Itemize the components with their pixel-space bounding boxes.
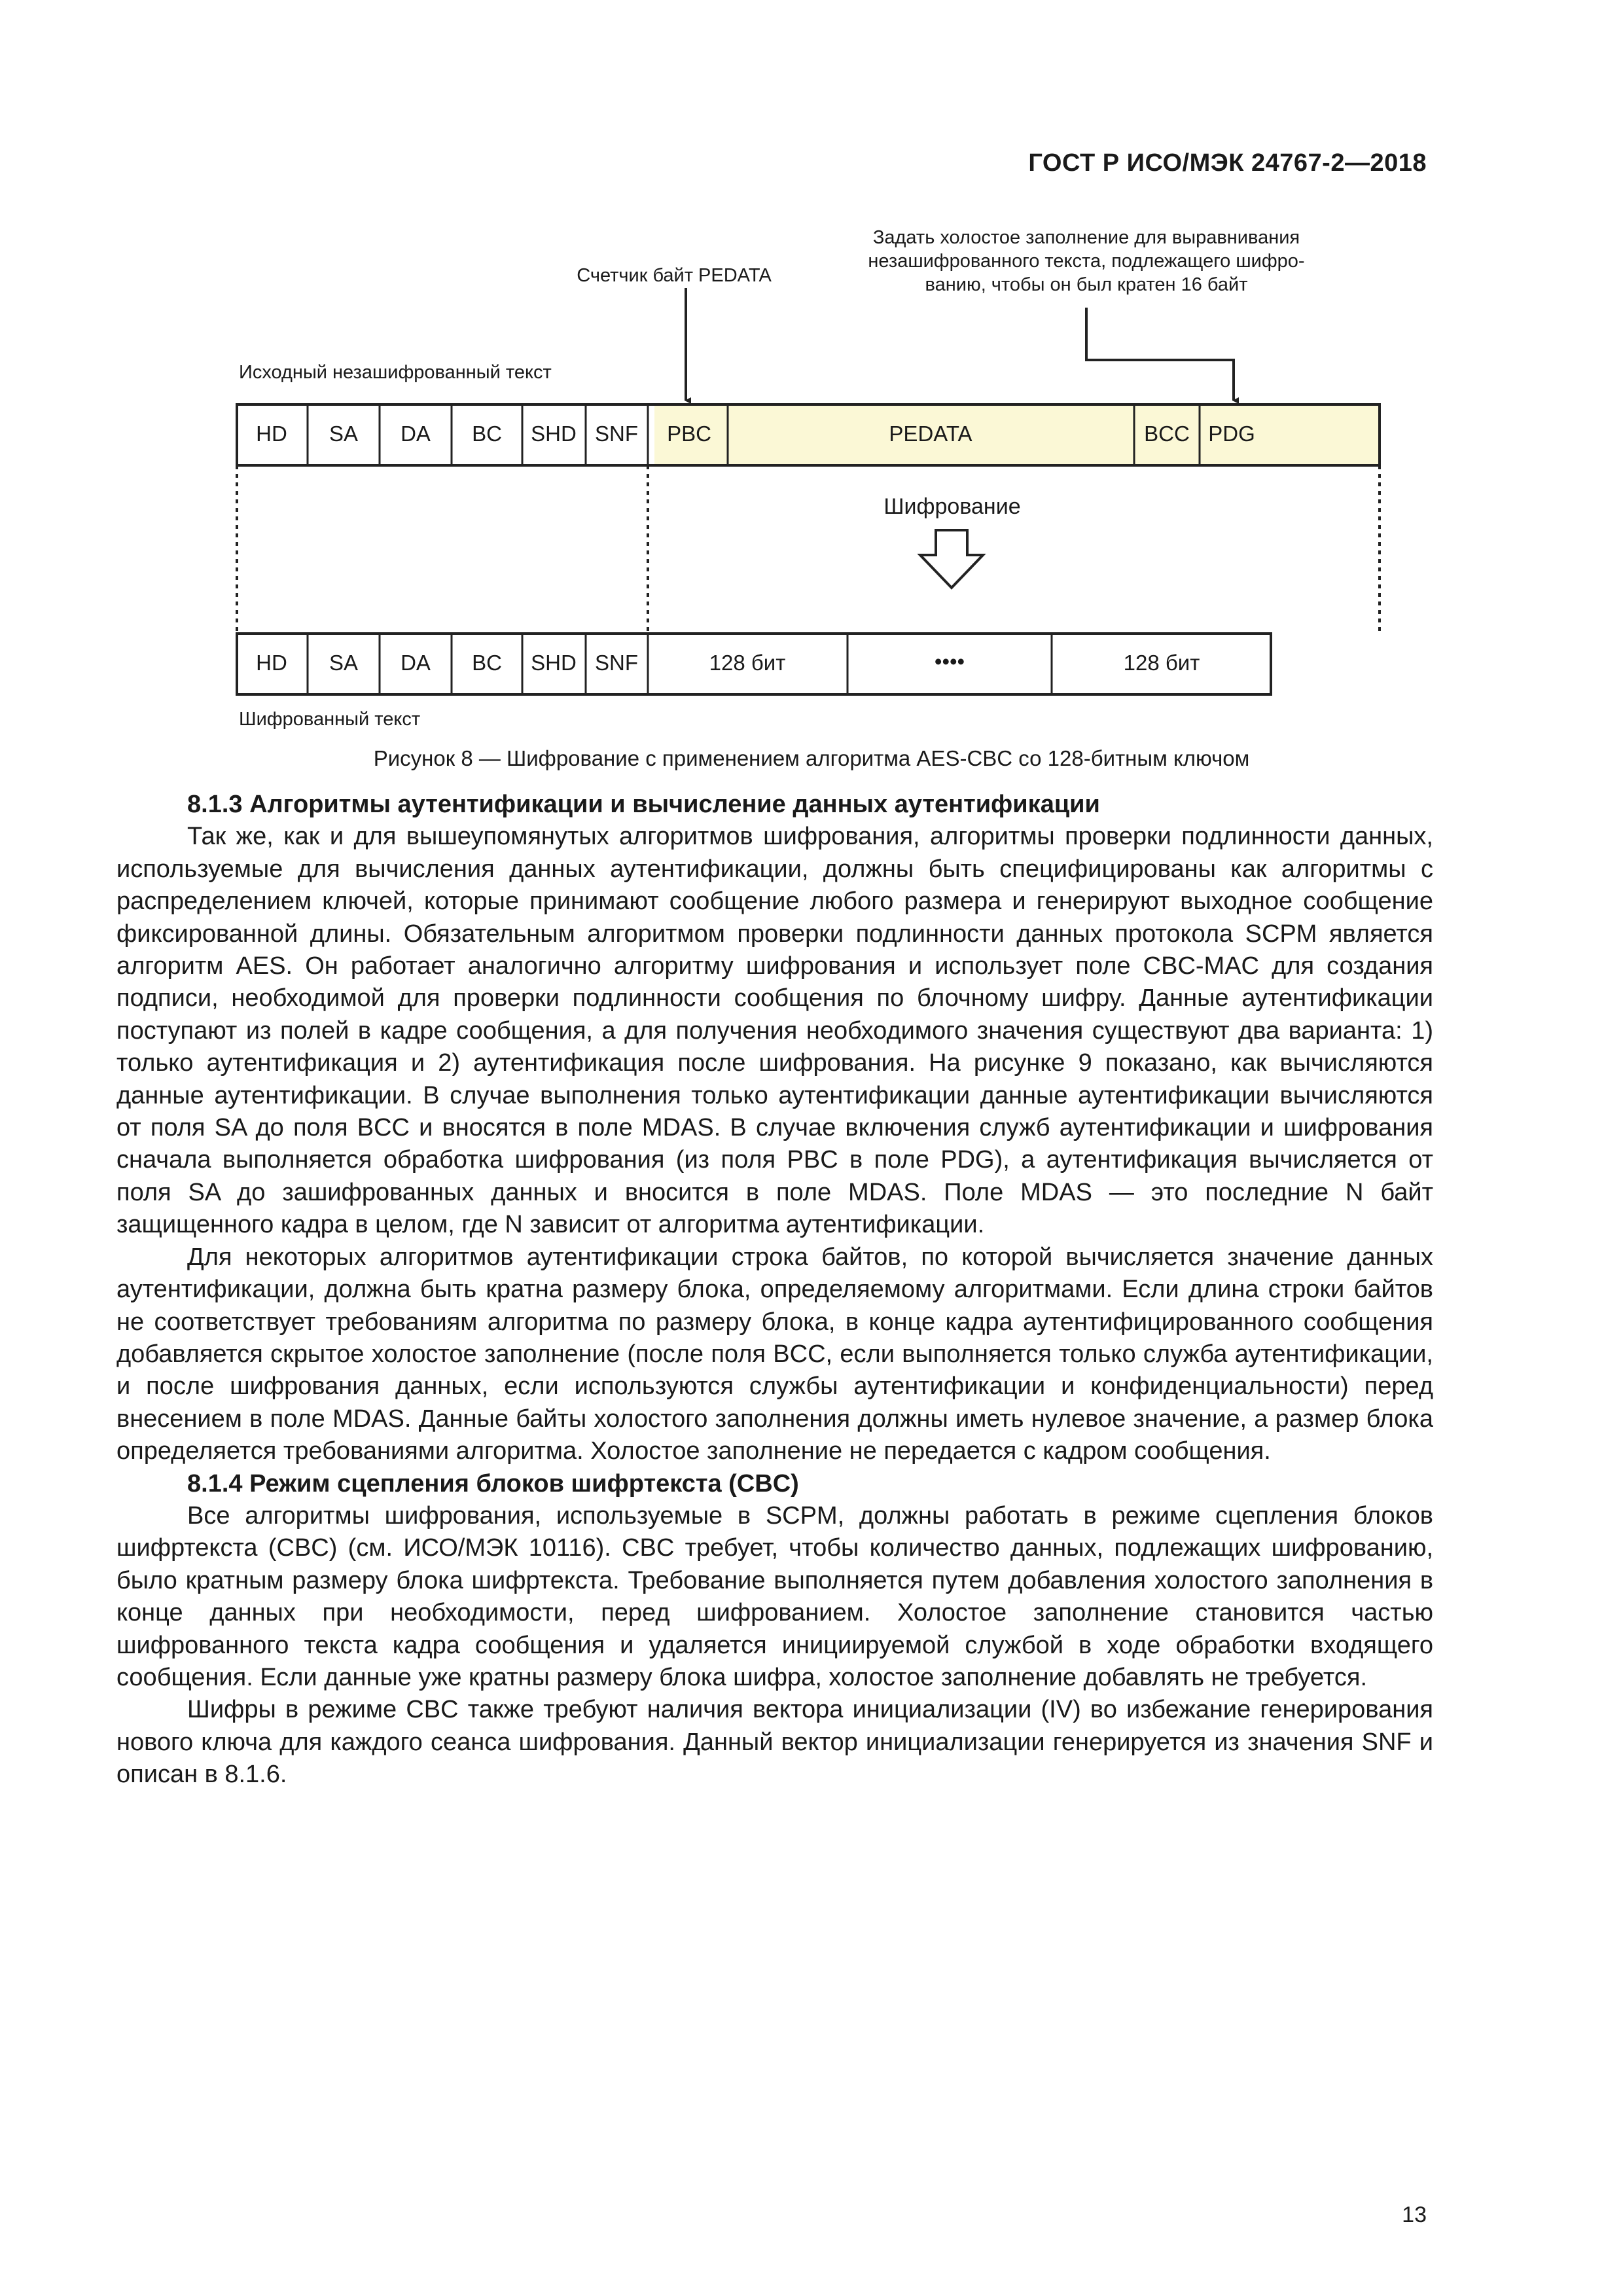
document-header: ГОСТ Р ИСО/МЭК 24767-2—2018 bbox=[1028, 149, 1427, 177]
cipher-field-hd: HD bbox=[256, 651, 287, 675]
cipher-block-last: 128 бит bbox=[1123, 651, 1200, 675]
field-pdg: PDG bbox=[1208, 422, 1255, 446]
field-pbc: PBC bbox=[667, 422, 711, 446]
label-padding-line-2: незашифрованного текста, подлежащего шифро- bbox=[868, 251, 1305, 272]
field-snf: SNF bbox=[595, 422, 638, 446]
encryption-label: Шифрование bbox=[883, 494, 1021, 519]
field-bcc: BCC bbox=[1144, 422, 1190, 446]
field-shd: SHD bbox=[531, 422, 577, 446]
cipher-field-snf: SNF bbox=[595, 651, 638, 675]
field-bc: BC bbox=[472, 422, 502, 446]
padding-arrow bbox=[1086, 308, 1234, 401]
paragraph: Шифры в режиме CBC также требуют наличия вектора инициализации (IV) во избежание генерирования нового ключа для каждого сеанса шифрования. Данный вектор инициализации генерируется из значения SNF и описан в 8.1.6. bbox=[116, 1696, 1433, 1789]
cipher-field-shd: SHD bbox=[531, 651, 577, 675]
cipher-block-ellipsis: •••• bbox=[934, 649, 965, 673]
paragraph: Так же, как и для вышеупомянутых алгоритмов шифрования, алгоритмы проверки подлинности данных, используемые для вычисления данных аутентификации, должны быть специфицированы как алгоритмы с распределением ключей, которые принимают сообщение любого размера и генерируют выходное сообщение фиксированной длины. Обязательным алгоритмом проверки подлинности данных протокола SCPM является алгоритм AES. Он работает аналогично алгоритму шифрования и использует поле CBC-MAC для создания подписи, необходимой для проверки подлинности сообщения по блочному шифру. Данные аутентификации поступают из полей в кадре сообщения, а для получения необходимого значения существуют два варианта: 1) только аутентификация и 2) аутентификация после шифрования. На рисунке 9 показано, как вычисляются данные аутентификации. В случае выполнения только аутентификации данные аутентификации вычисляются от поля SA до поля BCC и вносятся в поле MDAS. В случае включения служб аутентификации и шифрования сначала выполняется обработка шифрования (из поля PBC в поле PDG), а аутентификация вычисляется от поля SA до зашифрованных данных и вносится в поле MDAS. Поле MDAS — это последние N байт защищенного кадра в целом, где N зависит от алгоритма аутентификации. bbox=[116, 823, 1433, 1239]
page-number: 13 bbox=[1402, 2202, 1427, 2227]
paragraph: Все алгоритмы шифрования, используемые в SCPM, должны работать в режиме сцепления блоков шифртекста (CBC) (см. ИСО/МЭК 10116). CBC требует, чтобы количество данных, подлежащих шифрованию, было кратным размеру блока шифртекста. Требование выполняется путем добавления холостого заполнения в конце данных при необходимости, перед шифрованием. Холостое заполнение становится частью шифрованного текста кадра сообщения и удаляется инициируемой службой в ходе обработки входящего сообщения. Если данные уже кратны размеру блока шифра, холостое заполнение добавлять не требуется. bbox=[116, 1501, 1433, 1691]
cipher-field-bc: BC bbox=[472, 651, 502, 675]
hollow-down-arrow-icon bbox=[920, 530, 983, 588]
cipher-field-da: DA bbox=[401, 651, 431, 675]
document-body bbox=[116, 789, 1433, 1791]
section-heading-8-1-3: 8.1.3 Алгоритмы аутентификации и вычисление данных аутентификации bbox=[187, 791, 1100, 818]
section-heading-8-1-4: 8.1.4 Режим сцепления блоков шифртекста (CBC) bbox=[187, 1469, 799, 1498]
field-pedata: PEDATA bbox=[889, 422, 972, 446]
label-plaintext: Исходный незашифрованный текст bbox=[239, 362, 552, 383]
cipher-block-first: 128 бит bbox=[709, 651, 786, 675]
field-sa: SA bbox=[329, 422, 359, 446]
figure-caption: Рисунок 8 — Шифрование с применением алгоритма AES-CBC со 128-битным ключом bbox=[373, 746, 1250, 770]
paragraph: Для некоторых алгоритмов аутентификации строка байтов, по которой вычисляется значение данных аутентификации, должна быть кратна размеру блока, определяемому алгоритмами. Если длина строки байтов не соответствует требованиям алгоритма по размеру блока, в конце кадра аутентифицированного сообщения добавляется скрытое холостое заполнение (после поля BCC, если выполняется только служба аутентификации, и после шифрования данных, если используются службы аутентификации и конфиденциальности) перед внесением в поле MDAS. Данные байты холостого заполнения должны иметь нулевое значение, а размер блока определяется требованиями алгоритма. Холостое заполнение не передается с кадром сообщения. bbox=[116, 1243, 1433, 1465]
field-da: DA bbox=[401, 422, 431, 446]
label-ciphertext: Шифрованный текст bbox=[239, 709, 421, 730]
encryption-diagram bbox=[0, 0, 1623, 733]
dashed-connectors bbox=[237, 465, 1380, 634]
label-padding-line-3: ванию, чтобы он был кратен 16 байт bbox=[925, 274, 1248, 295]
label-counter: Счетчик байт PEDATA bbox=[577, 265, 772, 286]
field-hd: HD bbox=[256, 422, 287, 446]
label-padding-line-1: Задать холостое заполнение для выравнивания bbox=[872, 227, 1300, 248]
cipher-field-sa: SA bbox=[329, 651, 359, 675]
